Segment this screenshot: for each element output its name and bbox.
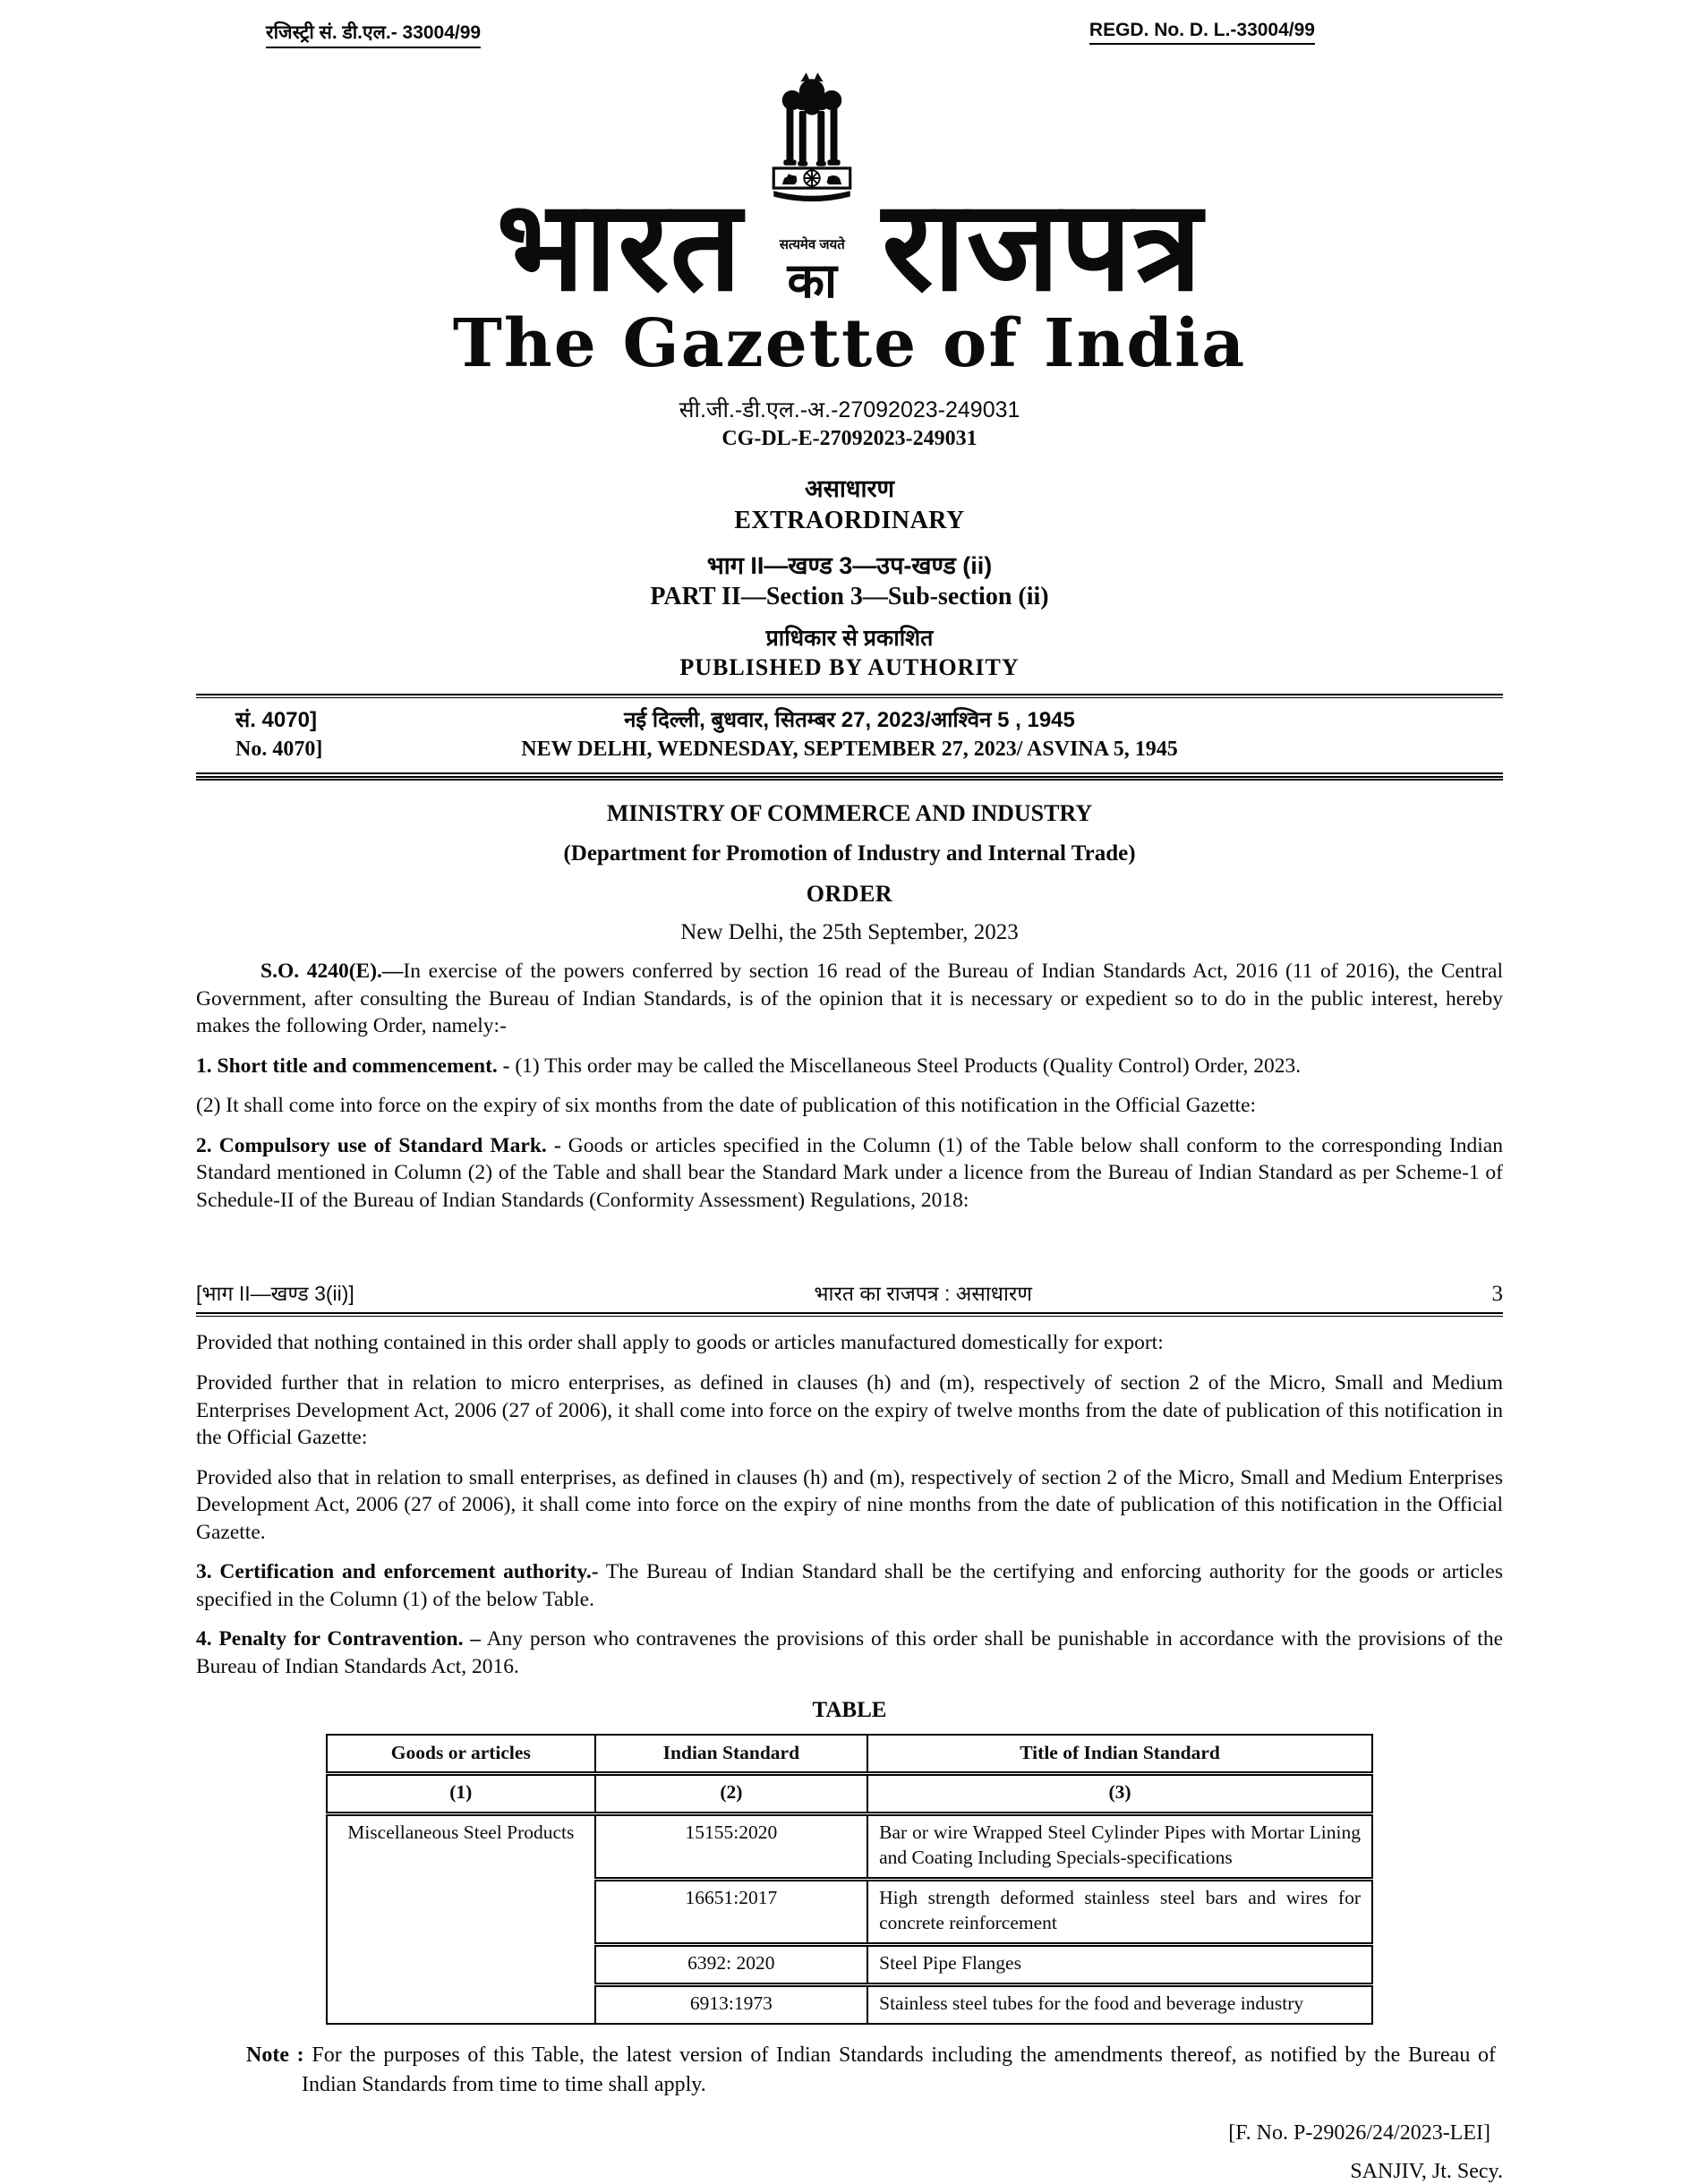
extraordinary-hindi: असाधारण	[804, 474, 895, 502]
issue-number-english: No. 4070]	[235, 738, 323, 762]
issue-date-hindi: नई दिल्ली, बुधवार, सितम्बर 27, 2023/आश्विन 5 , 1945	[624, 707, 1075, 732]
paragraph-certification	[196, 1558, 1503, 1613]
masthead-hindi-title	[196, 66, 1503, 320]
column-header-goods: Goods or articles	[327, 1735, 595, 1773]
divider-double-page3	[196, 1312, 1503, 1317]
paragraph-short-title	[196, 1053, 1503, 1080]
standard-title-cell: Stainless steel tubes for the food and beverage industry	[867, 1985, 1372, 2024]
paragraph-penalty	[196, 1625, 1503, 1680]
issue-row-english	[196, 735, 1503, 765]
indian-standard-cell: 6913:1973	[595, 1985, 868, 2024]
column-header-title: Title of Indian Standard	[867, 1735, 1372, 1773]
part-section-english: PART II—Section 3—Sub-section (ii)	[650, 582, 1049, 610]
emblem-motto: सत्यमेव जयते	[779, 237, 845, 252]
paragraph-proviso-export	[196, 1329, 1503, 1357]
paragraph-lead: S.O. 4240(E).—	[260, 960, 404, 984]
masthead	[196, 66, 1503, 381]
part-section-hindi: भाग II—खण्ड 3—उप-खण्ड (ii)	[706, 551, 993, 579]
registration-number-english: REGD. No. D. L.-33004/99	[1089, 20, 1315, 45]
page3-header-left: [भाग II—खण्ड 3(ii)]	[196, 1282, 354, 1306]
ministry-heading-block	[196, 800, 1503, 945]
ministry-department: (Department for Promotion of Industry and Internal Trade)	[563, 841, 1136, 866]
paragraph-text: In exercise of the powers conferred by section 16 read of the Bureau of Indian Standards Act, 2016 (11 of 2016), the Central Government, after consulting the Bureau of Indian Standards, is of the opinion that it is necessary or expedient so to do in the public interest, hereby makes the following Order, namely:-	[196, 960, 1503, 1038]
order-place-date: New Delhi, the 25th September, 2023	[680, 920, 1019, 945]
standard-title-cell: High strength deformed stainless steel bars and wires for concrete reinforcement	[867, 1880, 1372, 1945]
published-authority-english: PUBLISHED BY AUTHORITY	[679, 653, 1020, 680]
table-header-row	[327, 1735, 1372, 1773]
masthead-english-title: The Gazette of India	[452, 305, 1247, 382]
file-number: [F. No. P-29026/24/2023-LEI]	[1228, 2121, 1490, 2146]
extraordinary-english: EXTRAORDINARY	[734, 506, 965, 534]
paragraph-text: Goods or articles specified in the Column (1) of the Table below shall conform to the corresponding Indian Standard mentioned in Column (2) of the Table and shall bear the Standard Mark under a licence from the Bureau of Indian Standard as per Scheme-1 of Schedule-II of the Bureau of Indian Standards (Conformity Assessment) Regulations, 2018:	[196, 1133, 1503, 1212]
paragraph-lead: 4. Penalty for Contravention. –	[196, 1627, 482, 1651]
order-heading: ORDER	[806, 881, 893, 908]
issue-number-hindi: सं. 4070]	[235, 707, 317, 732]
national-emblem-icon	[769, 66, 855, 234]
note-text: For the purposes of this Table, the latest version of Indian Standards including the amendments thereof, as notified by the Bureau of Indian Standards from time to time shall apply.	[302, 2043, 1496, 2097]
paragraph-text: Provided also that in relation to small enterprises, as defined in clauses (h) and (m), respectively of section 2 of the Micro, Small and Medium Enterprises Development Act, 2006 (27 of 2006), it shall come into force on the expiry of nine months from the date of publication of this notification in the Official Gazette.	[196, 1465, 1503, 1544]
issue-strip	[196, 698, 1503, 772]
divider-triple-bottom	[196, 772, 1503, 781]
cg-code-english: CG-DL-E-27092023-249031	[721, 426, 978, 450]
paragraph-lead: 2. Compulsory use of Standard Mark. -	[196, 1133, 561, 1157]
page3-header-center: भारत का राजपत्र : असाधारण	[814, 1282, 1032, 1306]
ministry-name: MINISTRY OF COMMERCE AND INDUSTRY	[606, 800, 1093, 827]
table-title: TABLE	[812, 1698, 887, 1723]
paragraph-lead: 3. Certification and enforcement authority.-	[196, 1560, 599, 1584]
gazette-page	[196, 0, 1503, 2184]
paragraph-so-4240	[196, 958, 1503, 1040]
paragraph-text: (1) This order may be called the Miscellaneous Steel Products (Quality Control) Order, 2023.	[509, 1054, 1302, 1078]
goods-or-articles-cell: Miscellaneous Steel Products	[327, 1814, 595, 2024]
registration-number-hindi: रजिस्ट्री सं. डी.एल.- 33004/99	[266, 20, 481, 48]
column-number-1: (1)	[327, 1774, 595, 1814]
masthead-word-ka: का	[787, 254, 837, 308]
masthead-word-bharat: भारत	[496, 174, 743, 320]
published-authority-hindi: प्राधिकार से प्रकाशित	[765, 625, 934, 651]
page3-page-number: 3	[1491, 1282, 1503, 1307]
standards-table	[326, 1734, 1373, 2025]
column-number-3: (3)	[867, 1774, 1372, 1814]
table-row	[327, 1814, 1372, 1880]
paragraph-text: Provided further that in relation to micro enterprises, as defined in clauses (h) and (m), respectively of section 2 of the Micro, Small and Medium Enterprises Development Act, 2006 (27 of 2006), it shall come into force on the expiry of twelve months from the date of publication of this notification in the Official Gazette:	[196, 1370, 1503, 1450]
issue-row-hindi	[196, 705, 1503, 736]
page3-running-header	[196, 1278, 1503, 1307]
masthead-center-column	[769, 66, 855, 308]
paragraph-text: Any person who contravenes the provisions of this order shall be punishable in accordance with the provisions of the Bureau of Indian Standards Act, 2016.	[196, 1627, 1503, 1678]
table-column-number-row	[327, 1774, 1372, 1814]
paragraph-standard-mark	[196, 1132, 1503, 1215]
table-note	[196, 2041, 1503, 2100]
paragraph-lead: 1. Short title and commencement. -	[196, 1054, 510, 1078]
paragraph-text: The Bureau of Indian Standard shall be the certifying and enforcing authority for the goods or articles specified in the Column (1) of the below Table.	[196, 1560, 1503, 1611]
note-label: Note :	[246, 2043, 304, 2067]
paragraph-proviso-micro	[196, 1369, 1503, 1452]
column-number-2: (2)	[595, 1774, 868, 1814]
standard-title-cell: Steel Pipe Flanges	[867, 1945, 1372, 1985]
masthead-word-rajpatra: राजपत्र	[882, 174, 1203, 320]
paragraph-commencement	[196, 1092, 1503, 1120]
column-header-standard: Indian Standard	[595, 1735, 868, 1773]
standard-title-cell: Bar or wire Wrapped Steel Cylinder Pipes with Mortar Lining and Coating Including Specials-specifications	[867, 1814, 1372, 1880]
paragraph-text: Provided that nothing contained in this order shall apply to goods or articles manufactured domestically for export:	[196, 1331, 1164, 1355]
signatory: SANJIV, Jt. Secy.	[1350, 2160, 1503, 2184]
issue-date-english: NEW DELHI, WEDNESDAY, SEPTEMBER 27, 2023/ ASVINA 5, 1945	[521, 738, 1178, 762]
indian-standard-cell: 15155:2020	[595, 1814, 868, 1880]
paragraph-proviso-small	[196, 1464, 1503, 1547]
registration-header	[196, 20, 1503, 48]
cg-code-hindi: सी.जी.-डी.एल.-अ.-27092023-249031	[679, 397, 1020, 422]
paragraph-text: (2) It shall come into force on the expiry of six months from the date of publication of this notification in the Official Gazette:	[196, 1094, 1257, 1118]
indian-standard-cell: 6392: 2020	[595, 1945, 868, 1985]
indian-standard-cell: 16651:2017	[595, 1880, 868, 1945]
